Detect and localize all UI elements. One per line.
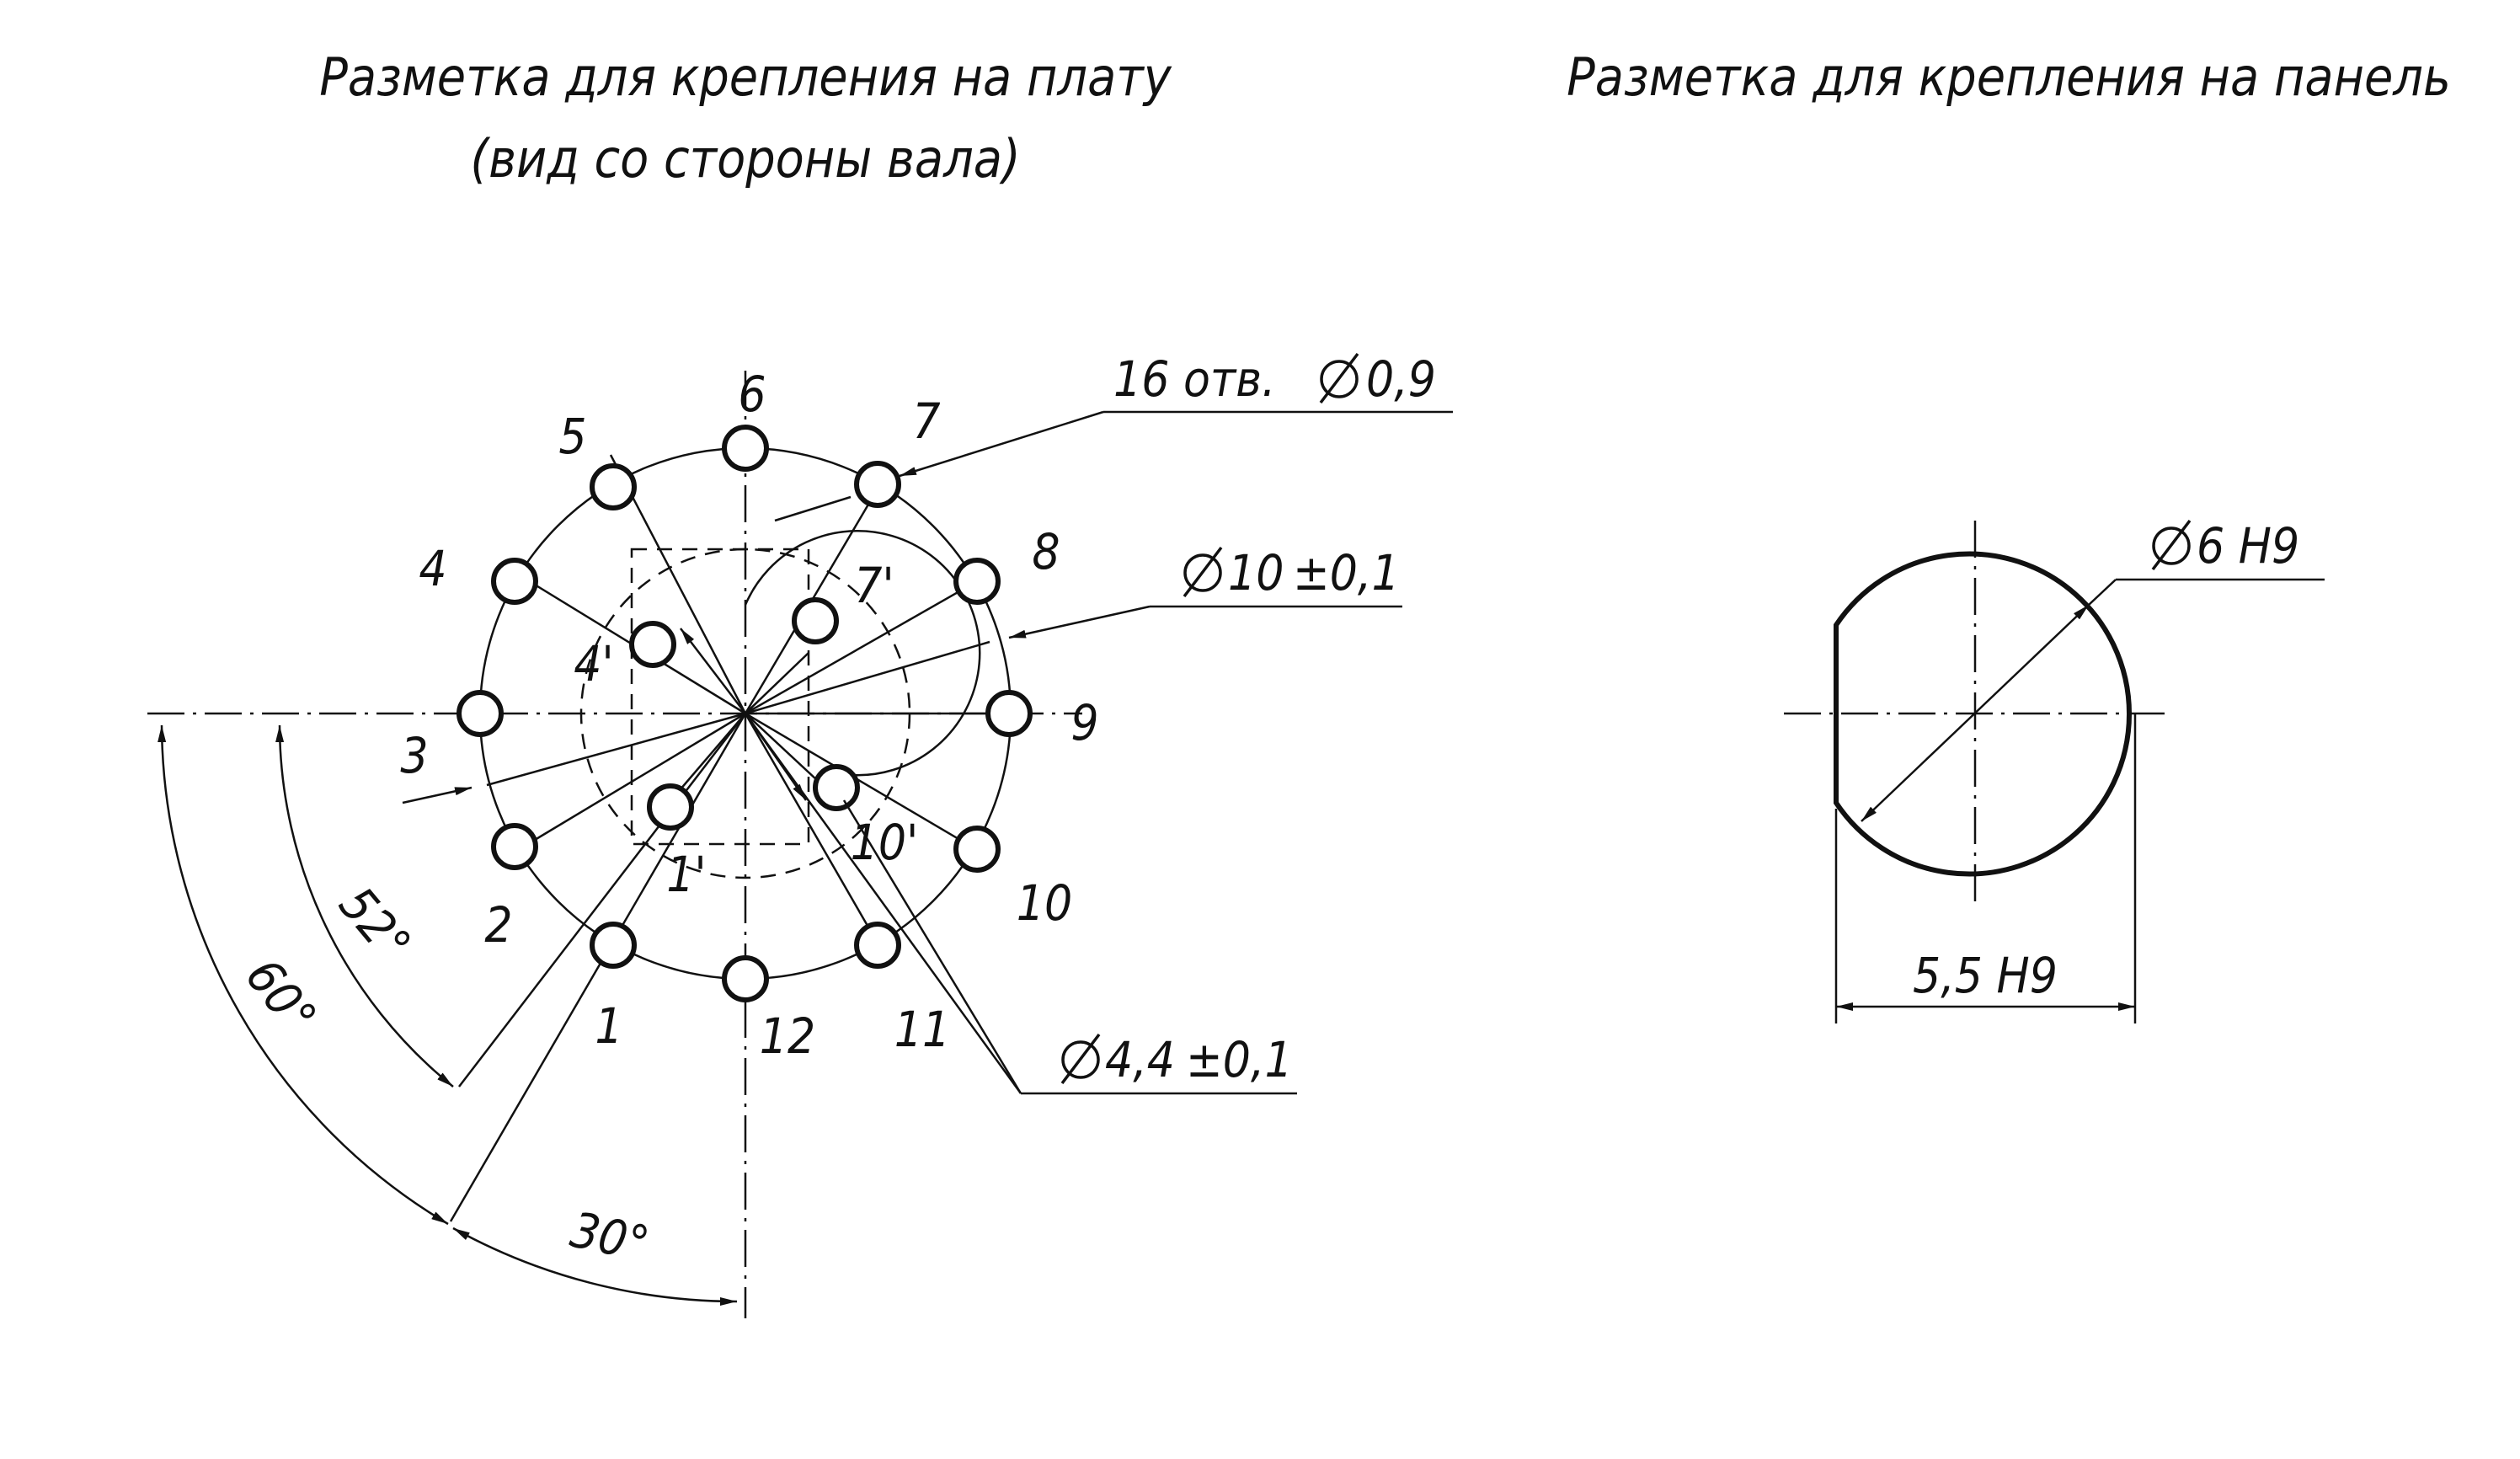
outer-diameter-tolerance: ±0,1 <box>1293 544 1400 601</box>
label-hole-11: 11 <box>894 1001 951 1058</box>
label-hole-6: 6 <box>738 366 766 423</box>
holes-diameter-value: 0,9 <box>1366 350 1436 408</box>
board-view-subtitle: (вид со стороны вала) <box>470 128 1021 190</box>
hole-10 <box>956 828 998 870</box>
panel-width-value: 5,5 H9 <box>1913 947 2058 1004</box>
board-view-title: Разметка для крепления на плату <box>319 46 1172 108</box>
hole-8 <box>956 560 998 602</box>
hole-4-prime <box>632 623 674 665</box>
hole-10-prime <box>815 767 857 809</box>
hole-4 <box>494 560 536 602</box>
diameter-symbol-icon <box>1321 354 1358 403</box>
hole-9 <box>988 692 1030 735</box>
inner-diameter-tolerance: ±0,1 <box>1186 1031 1293 1088</box>
hole-1 <box>592 924 634 966</box>
label-hole-1: 1 <box>595 997 623 1055</box>
panel-diameter-value: 6 H9 <box>2197 517 2300 575</box>
inner-diameter-value: 4,4 <box>1105 1031 1175 1088</box>
hole-3 <box>459 692 501 735</box>
angle-30-label: 30° <box>565 1200 654 1274</box>
label-hole-5: 5 <box>558 408 587 465</box>
hole-5 <box>592 466 634 508</box>
label-hole-4: 4 <box>419 540 447 597</box>
angle-60-label: 60° <box>234 948 328 1045</box>
diameter-symbol-icon <box>1184 548 1221 596</box>
diameter-symbol-icon <box>1062 1034 1099 1083</box>
label-hole-3: 3 <box>400 727 429 784</box>
hole-1-prime <box>649 786 691 828</box>
outer-diameter-value: 10 <box>1228 544 1284 601</box>
panel-view-title: Разметка для крепления на панель <box>1567 46 2451 108</box>
label-hole-9: 9 <box>1070 694 1099 751</box>
hole-2 <box>494 826 536 868</box>
angle-52-label: 52° <box>328 875 423 973</box>
hole-12 <box>724 958 766 1000</box>
hole-7 <box>857 463 899 505</box>
holes-count-note: 16 отв. <box>1113 350 1276 408</box>
hole-11 <box>857 924 899 966</box>
label-hole-1-prime: 1' <box>666 846 707 903</box>
label-hole-2: 2 <box>484 896 513 954</box>
label-hole-8: 8 <box>1032 523 1060 580</box>
label-hole-10-prime: 10' <box>850 814 919 871</box>
label-hole-12: 12 <box>759 1007 816 1065</box>
diameter-symbol-icon <box>2153 521 2190 569</box>
hole-7-prime <box>794 600 836 642</box>
label-hole-7-prime: 7' <box>854 557 894 614</box>
hole-6 <box>724 427 766 469</box>
label-hole-10: 10 <box>1016 874 1073 932</box>
label-hole-4-prime: 4' <box>574 635 614 692</box>
label-hole-7: 7 <box>912 393 941 450</box>
